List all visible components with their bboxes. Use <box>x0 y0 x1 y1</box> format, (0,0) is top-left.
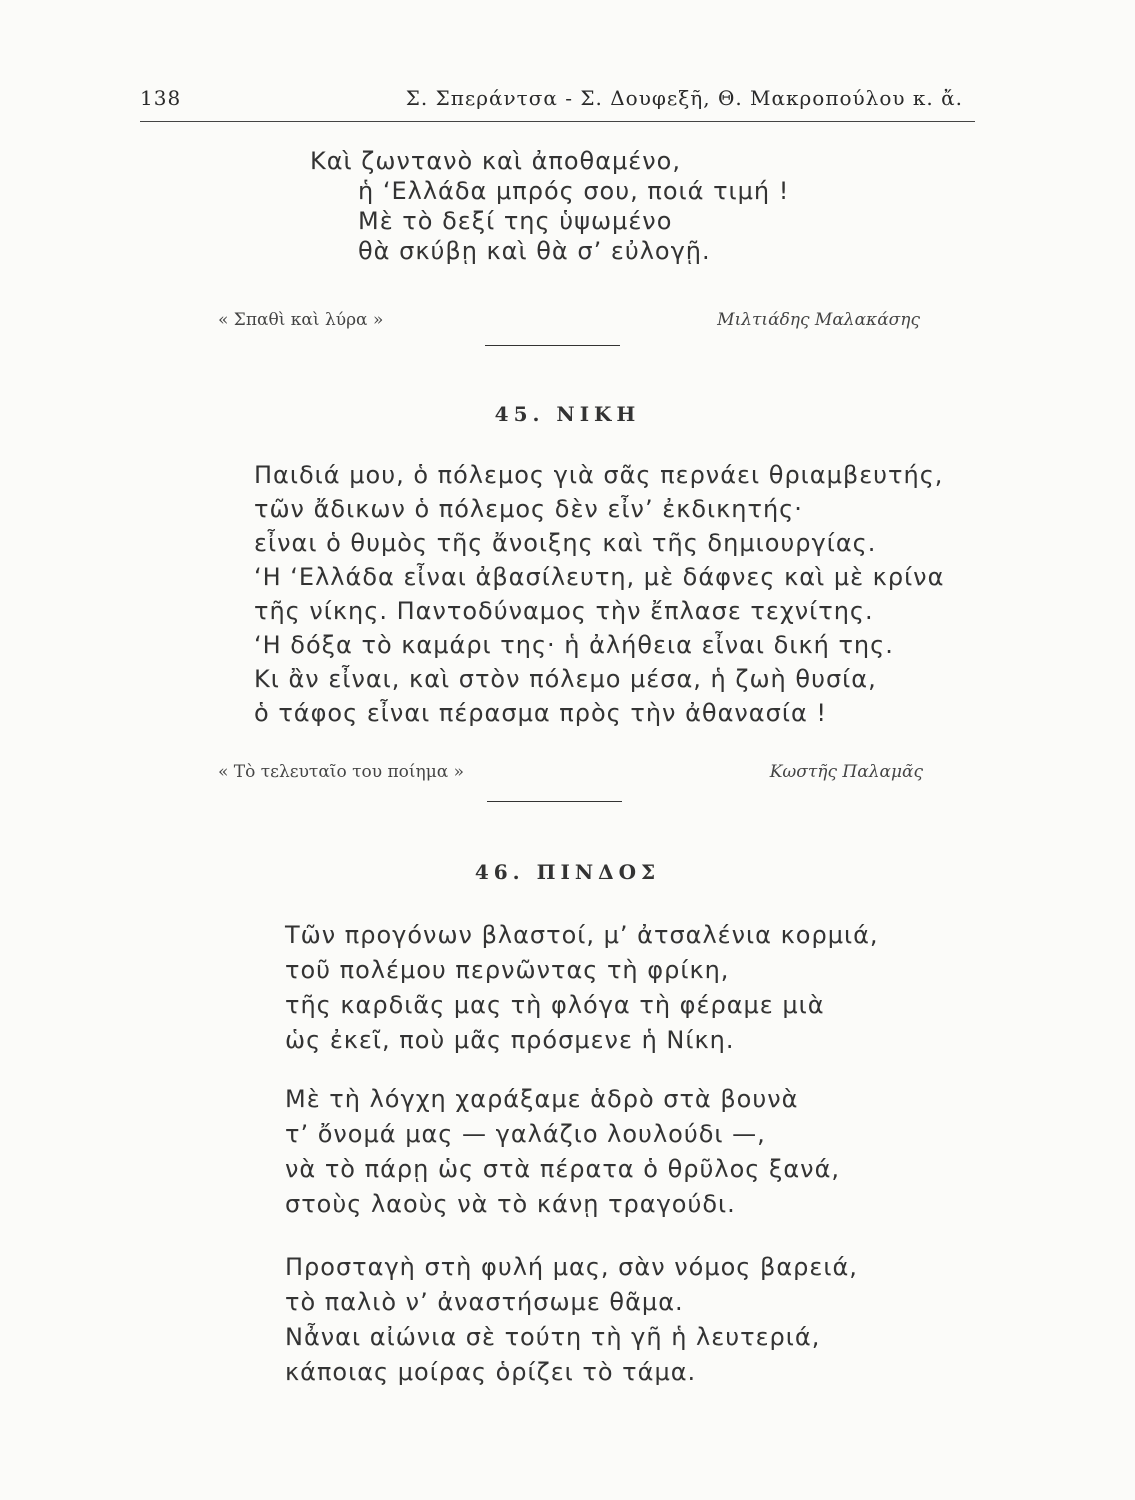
poem46-stanza-2 <box>285 1082 840 1222</box>
poem-line: ὁ τάφος εἶναι πέρασμα πρὸς τὴν ἀθανασία ! <box>254 699 828 727</box>
poem-line: Μὲ τὴ λόγχη χαράξαμε ἁδρὸ στὰ βουνὰ <box>285 1085 799 1113</box>
poem1-author: Μιλτιάδης Μαλακάσης <box>717 310 920 330</box>
poem-line: τὸ παλιὸ ν’ ἀναστήσωμε θᾶμα. <box>285 1288 684 1316</box>
poem-line: ὡς ἐκεῖ, ποὺ μᾶς πρόσμενε ἡ Νίκη. <box>285 1026 735 1054</box>
poem-line: Νἆναι αἰώνια σὲ τούτη τὴ γῆ ἡ λευτεριά, <box>285 1323 821 1351</box>
page-header <box>140 78 975 118</box>
poem-line: Παιδιά μου, ὁ πόλεμος γιὰ σᾶς περνάει θριαμβευτής, <box>254 461 944 489</box>
poem-line: εἶναι ὁ θυμὸς τῆς ἄνοιξης καὶ τῆς δημιουργίας. <box>254 529 877 557</box>
page-number: 138 <box>140 86 182 110</box>
poem1-source: « Σπαθὶ καὶ λύρα » <box>218 310 384 330</box>
poem-line: τῆς νίκης. Παντοδύναμος τὴν ἔπλασε τεχνίτης. <box>254 597 874 625</box>
poem-line: Καὶ ζωντανὸ καὶ ἀποθαμένο, <box>310 147 681 175</box>
poem46-title: 46. ΠΙΝΔΟΣ <box>474 860 661 884</box>
poem46-stanza-1 <box>285 918 879 1058</box>
poem-line: νὰ τὸ πάρῃ ὡς στὰ πέρατα ὁ θρῦλος ξανά, <box>285 1155 841 1183</box>
separator-rule <box>485 345 620 346</box>
poem1-stanza <box>310 146 789 266</box>
poem-line: τῆς καρδιᾶς μας τὴ φλόγα τὴ φέραμε μιὰ <box>285 991 825 1019</box>
separator-rule <box>487 801 622 802</box>
poem-line: ἡ ‘Ελλάδα μπρός σου, ποιά τιμή ! <box>358 177 790 205</box>
poem-line: τ’ ὄνομά μας — γαλάζιο λουλούδι —, <box>285 1120 766 1148</box>
header-rule <box>140 121 975 122</box>
poem-line: ‘Η δόξα τὸ καμάρι της· ἡ ἀλήθεια εἶναι δική της. <box>254 631 894 659</box>
poem45-source: « Τὸ τελευταῖο του ποίημα » <box>218 762 465 782</box>
poem-line: θὰ σκύβῃ καὶ θὰ σ’ εὐλογῇ. <box>358 237 711 265</box>
poem-line: κάποιας μοίρας ὁρίζει τὸ τάμα. <box>285 1358 697 1386</box>
running-title: Σ. Σπεράντσα - Σ. Δουφεξῆ, Θ. Μακροπούλου κ. ἄ. <box>405 86 963 110</box>
poem-line: τοῦ πολέμου περνῶντας τὴ φρίκη, <box>285 956 730 984</box>
poem-line: τῶν ἄδικων ὁ πόλεμος δὲν εἶν’ ἐκδικητής· <box>254 495 803 523</box>
poem-line: ‘Η ‘Ελλάδα εἶναι ἀβασίλευτη, μὲ δάφνες καὶ μὲ κρίνα <box>254 563 945 591</box>
poem-line: Προσταγὴ στὴ φυλή μας, σὰν νόμος βαρειά, <box>285 1253 858 1281</box>
poem46-stanza-3 <box>285 1250 858 1390</box>
poem-line: Τῶν προγόνων βλαστοί, μ’ ἀτσαλένια κορμιά, <box>285 921 879 949</box>
poem-line: στοὺς λαοὺς νὰ τὸ κάνῃ τραγούδι. <box>285 1190 736 1218</box>
poem45-title: 45. ΝΙΚΗ <box>494 402 641 426</box>
poem45-author: Κωστῆς Παλαμᾶς <box>769 762 923 782</box>
poem-line: Κι ἂν εἶναι, καὶ στὸν πόλεμο μέσα, ἡ ζωὴ θυσία, <box>254 665 877 693</box>
poem-line: Μὲ τὸ δεξί της ὑψωμένο <box>358 207 673 235</box>
poem45-stanza <box>254 458 944 730</box>
